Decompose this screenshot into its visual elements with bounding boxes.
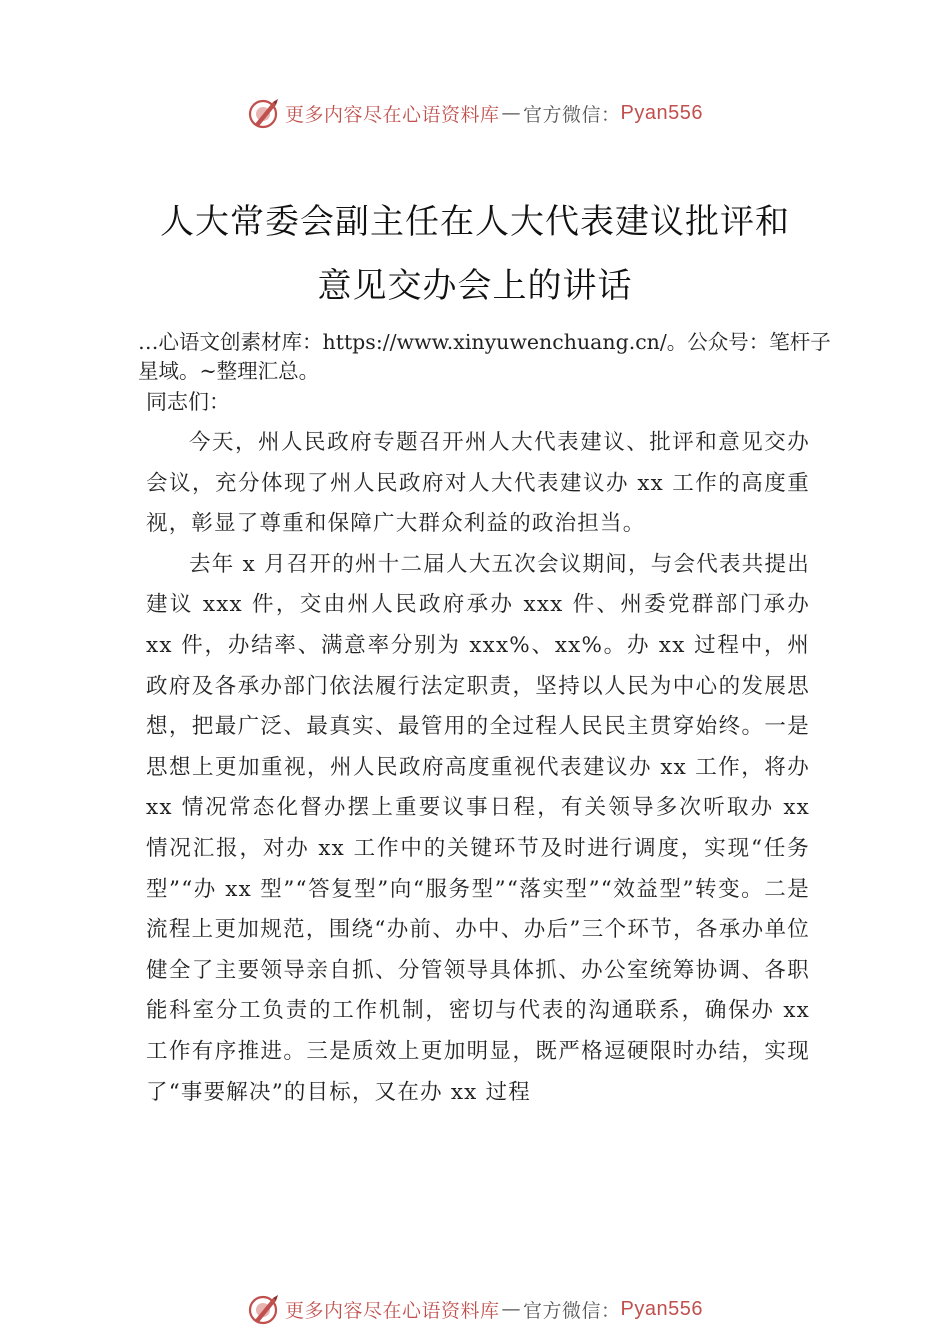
document-title-line-1: 人大常委会副主任在人大代表建议批评和 xyxy=(160,202,790,242)
footer-banner xyxy=(0,1292,950,1326)
banner-official-label: 官方微信： xyxy=(523,103,621,126)
banner-separator: — xyxy=(501,1298,522,1320)
banner-official-label: 官方微信： xyxy=(523,1299,621,1322)
paragraph: 今天，州人民政府专题召开州人大代表建议、批评和意见交办会议，充分体现了州人民政府对人大代表建议办 xx 工作的高度重视，彰显了尊重和保障广大群众利益的政治担当。 xyxy=(146,430,810,537)
header-banner xyxy=(0,96,950,130)
banner-text: 更多内容尽在心语资料库 xyxy=(285,103,500,126)
banner-text: 更多内容尽在心语资料库 xyxy=(285,1299,500,1322)
paragraph: 去年 x 月召开的州十二届人大五次会议期间，与会代表共提出建议 xxx 件，交由州人民政府承办 xxx 件、州委党群部门承办 xx 件，办结率、满意率分别为 xxx%、xx%。办 xx 过程中，州政府及各承办部门依法履行法定职责，坚持以人民为中心的发展思想，把最广泛、最真实、最管用的全过程人民民主贯穿始终。一是思想上更加重视，州人民政府高度重视代表建议办 xx 工作，将办 xx 情况常态化督办摆上重要议事日程，有关领导多次听取办 xx 情况汇报，对办 xx 工作中的关键环节及时进行调度，实现“任务型”“办 xx 型”“答复型”向“服务型”“落实型”“效益型”转变。二是流程上更加规范，围绕“办前、办中、办后”三个环节，各承办单位健全了主要领导亲自抓、分管领导具体抓、办公室统筹协调、各职能科室分工负责的工作机制，密切与代表的沟通联系，确保办 xx 工作有序推进。三是质效上更加明显，既严格逗硬限时办结，实现了“事要解决”的目标，又在办 xx 过程 xyxy=(146,551,810,1105)
quill-logo-icon xyxy=(247,1292,281,1326)
banner-wechat-id: Pyan556 xyxy=(620,101,703,124)
source-note: …心语文创素材库：https://www.xinyuwenchuang.cn/。公众号：笔杆子星域。~整理汇总。 xyxy=(138,330,831,383)
banner-wechat-id: Pyan556 xyxy=(620,1297,703,1320)
quill-logo-icon xyxy=(247,96,281,130)
banner-separator: — xyxy=(501,102,522,124)
document-title-line-2: 意见交办会上的讲话 xyxy=(317,266,633,306)
document-body xyxy=(146,423,810,1113)
greeting: 同志们： xyxy=(146,390,230,414)
